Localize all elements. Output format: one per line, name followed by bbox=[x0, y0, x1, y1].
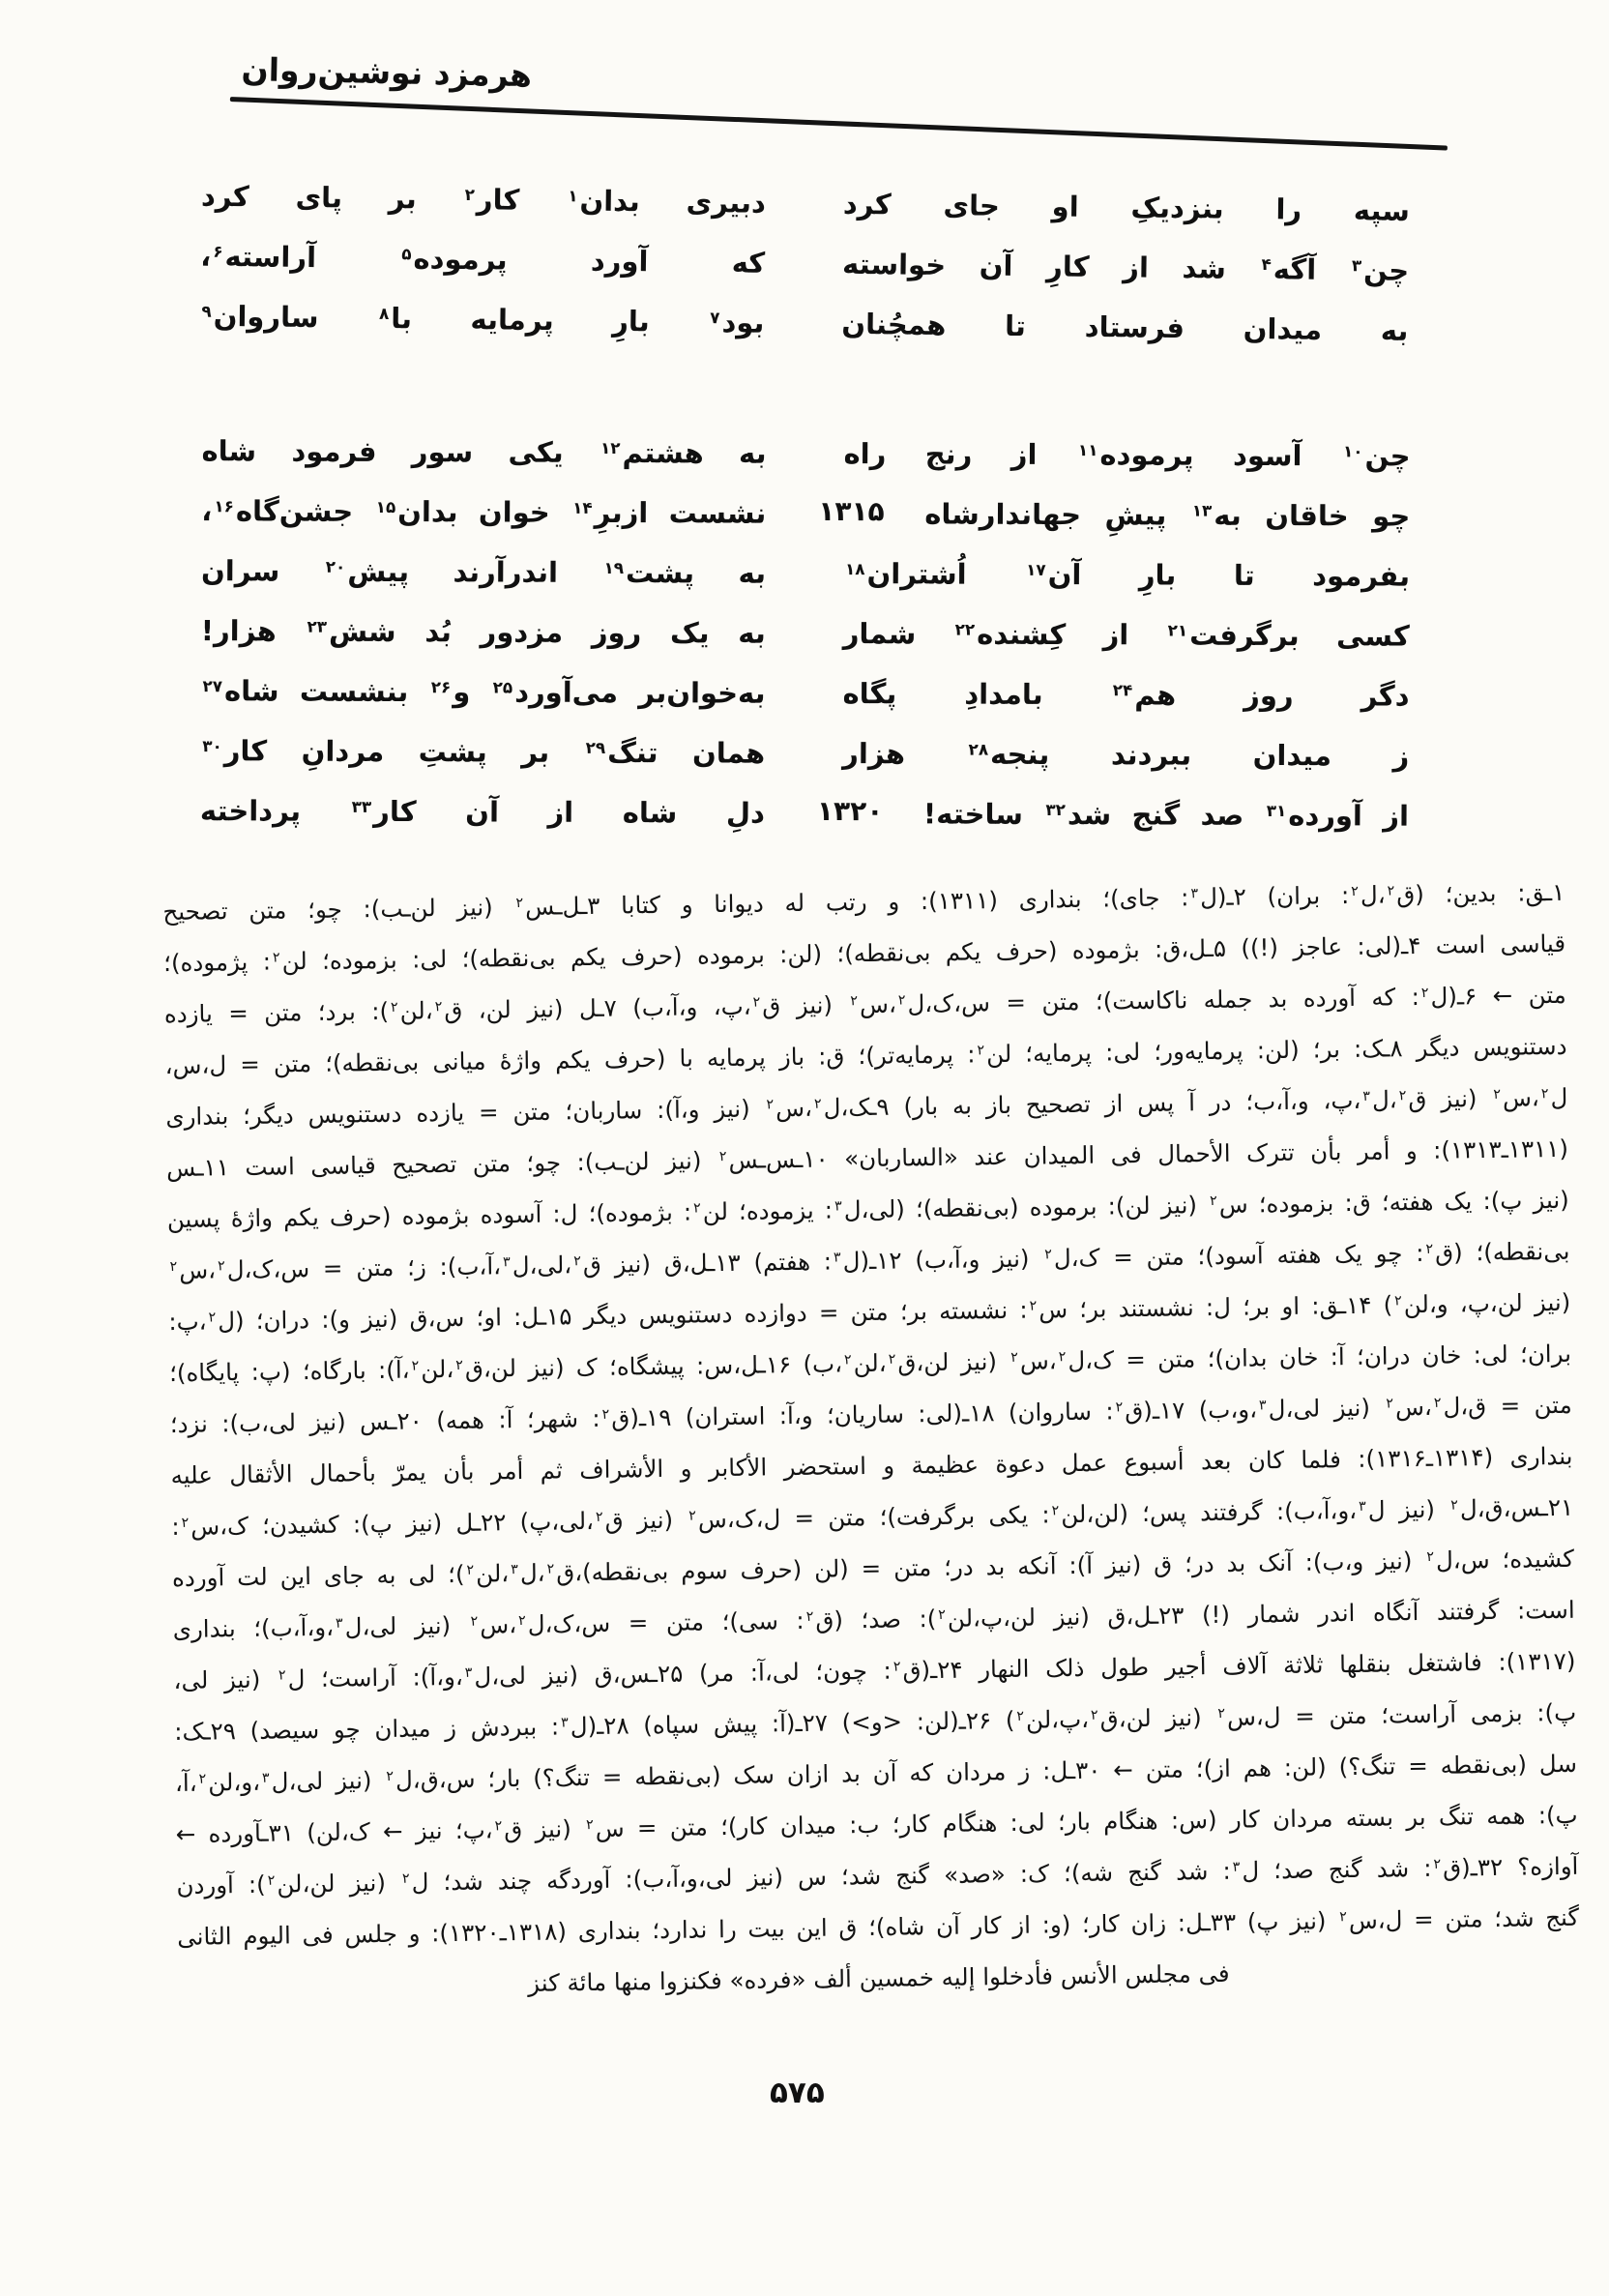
footnote-line: بنداری (۱۳۱۴ـ۱۳۱۶): فلما کان بعد أسبوع عمل دعوة عظیمة و استحضر الأکابر و الأشراف ثم أمر بأن یمرّ بأحمال الأثقال علیه bbox=[170, 1441, 1573, 1490]
hemistich-right: کسی برگرفت$^{۲۱}$ از کِشنده$^{۲۲}$ شمار bbox=[842, 617, 1410, 653]
footnote-line: است: گرفتند آنگاه اندر شمار (!) ۲۳ـل،ق (نیز لن،پ،لن$^۲$): صد؛ (ق$^۲$: سی)؛ متن = س،ک،ل$^۲$،س$^۲$ (نیز لی،ل$^۳$،و،آ،ب)؛ بنداری bbox=[172, 1595, 1575, 1644]
footnote-line: کشیده؛ س،ل$^۲$ (نیز و،ب): آنک بد در؛ ق (نیز آ): آنکه بد در؛ متن = (لن (حرف سوم بی‌نقطه)،ق$^۲$،ل$^۳$،لن$^۲$)؛ لی به جای این لت آورده bbox=[171, 1544, 1575, 1593]
hemistich-right: بفرمود تا بارِ آن$^{۱۷}$ اُشتران$^{۱۸}$ bbox=[845, 557, 1411, 593]
hemistich-right: چن$^۳$ آگه$^۴$ شد از کارِ آن خواسته bbox=[841, 247, 1410, 287]
running-head-title: هرمزد نوشین‌روان bbox=[241, 50, 533, 95]
hemistich-left: که آورد پرموده$^۵$ آراسته$^۶$، bbox=[199, 239, 766, 280]
footnote-line: ل$^۲$،س$^۲$ (نیز ق$^۲$،ل$^۳$،پ، و،آ،ب؛ در آ پس از تصحیح باز به بار) ۹ـک،ل$^۲$،س$^۲$ (نیز و،آ): ساربان؛ متن = یازده دستنویس دیگر؛ بنداری bbox=[165, 1082, 1568, 1132]
hemistich-right: از آورده$^{۳۱}$ صد گنج شد$^{۳۲}$ ساخته! bbox=[922, 797, 1410, 833]
hemistich-left: نشست ازبرِ$^{۱۴}$ خوان بدان$^{۱۵}$ جشن‌گاه$^{۱۶}$، bbox=[201, 494, 767, 530]
footnote-line: متن = ق،ل$^۲$،س$^۲$ (نیز لی،ل$^۳$،و،ب) ۱۷ـ(ق$^۲$: ساروان) ۱۸ـ(لی: ساریان؛ و،آ: استران) ۱۹ـ(ق$^۲$: شهر؛ آ: همه) ۲۰ـس (نیز لی،ب): نزد؛ bbox=[169, 1390, 1572, 1439]
hemistich-left: به پشت$^{۱۹}$ اندرآرند پیش$^{۲۰}$ سران bbox=[200, 554, 767, 590]
footnote-line: (نیز پ): یک هفته؛ ق: بزموده؛ س$^۲$ (نیز لن): برموده (بی‌نقطه)؛ (لی،ل$^۳$: یزموده؛ لن$^۲$: بژموده)؛ ل: آسوده بژموده (حرف یکم واژهٔ پسین bbox=[166, 1185, 1569, 1234]
hemistich-left: بود$^۷$ بارِ پرمایه با$^۸$ ساروان$^۹$ bbox=[201, 299, 765, 339]
hemistich-right: چن$^{۱۰}$ آسود پرموده$^{۱۱}$ از رنج راه bbox=[843, 437, 1411, 473]
footnote-line: گنج شد؛ متن = ل،س$^۲$ (نیز پ) ۳۳ـل: زان کار؛ (و: از کار آن شاه)؛ ق این بیت را ندارد؛ بنداری (۱۳۱۸ـ۱۳۲۰): و جلس فی الیوم الثانی bbox=[177, 1902, 1580, 1952]
footnote-line: (۱۳۱۷): فاشتغل بنقلها ثلاثة آلاف أجیر طول ذلک النهار ۲۴ـ(ق$^۲$: چون؛ لی،آ: مر) ۲۵ـس،ق (نیز لی،ل$^۳$،و،آ): آراست؛ ل$^۲$ (نیز لی، bbox=[173, 1646, 1576, 1695]
footnote-line: بران؛ لی: خان دران؛ آ: خان بدان)؛ متن = ک،ل$^۲$،س$^۲$ (نیز لن،ق$^۲$،لن$^۲$،ب) ۱۶ـل،س: پیشگاه؛ ک (نیز لن،ق$^۲$،لن$^۲$،آ): بارگاه؛ (پ: پایگاه)؛ bbox=[168, 1339, 1572, 1388]
hemistich-left: به هشتم$^{۱۲}$ یکی سور فرمود شاه bbox=[201, 434, 767, 470]
footnote-line: بی‌نقطه)؛ (ق$^۲$: چو یک هفته آسود)؛ متن = ک،ل$^۲$ (نیز و،آ،ب) ۱۲ـ(ل$^۳$: هفتم) ۱۳ـل،ق (نیز ق$^۲$،لی،ل$^۳$،آ،ب): ز؛ متن = س،ک،ل$^۲$،س$^۲$ bbox=[169, 1236, 1570, 1284]
footnote-line: ۱ـق: بدین؛ (ق$^۲$،ل$^۲$: بران) ۲ـ(ل$^۳$: جای)؛ بنداری (۱۳۱۱): و رتب له دیوانا و کتابا ۳ـل‌ـس$^۲$ (نیز لن‌ـب): چو؛ متن تصحیح bbox=[162, 877, 1565, 927]
footnote-line: فی مجلس الأنس فأدخلوا إلیه خمسین ألف «فرده» فکنزوا منها مائة کنز bbox=[527, 1958, 1230, 1997]
footnote-line: سل (بی‌نقطه = تنگ؟) (لن: هم از)؛ متن ← ۳۰ـل: ز مردان که آن بد ازان سک (بی‌نقطه = تنگ؟) بار؛ س،ق،ل$^۲$ (نیز لی،ل$^۳$،و،لن$^۲$،آ، bbox=[174, 1749, 1578, 1798]
verse-row bbox=[0, 422, 1609, 488]
hemistich-right: چو خاقان به$^{۱۳}$ پیشِ جهاندارشاه bbox=[924, 497, 1411, 533]
hemistich-left: به یک روز مزدور بُد شش$^{۲۳}$ هزار! bbox=[200, 614, 766, 650]
footnote-line: (۱۳۱۱ـ۱۳۱۳): و أمر بأن تترک الأحمال فی المیدان عند «الساربان» ۱۰ـس‌ـس$^۲$ (نیز لن‌ـب): چو؛ متن تصحیح قیاسی است ۱۱ـس bbox=[165, 1133, 1569, 1183]
hemistich-right: سپه را بنزدیکِ او جای کرد bbox=[842, 187, 1411, 227]
verse-row bbox=[0, 781, 1608, 848]
hemistich-left: همان تنگ$^{۲۹}$ بر پشتِ مردانِ کار$^{۳۰}$ bbox=[202, 734, 766, 770]
hemistich-right: ز میدان ببردند پنجه$^{۲۸}$ هزار bbox=[842, 737, 1410, 773]
verse-row bbox=[0, 721, 1608, 788]
hemistich-left: به‌خوان‌بر می‌آورد$^{۲۵}$ و$^{۲۶}$ بنشست شاه$^{۲۷}$ bbox=[202, 674, 766, 710]
footnote-line: (نیز لن،پ، و،لن$^۲$) ۱۴ـق: او بر؛ ل: نشستند بر؛ س$^۲$: نشسته بر؛ متن = دوازده دستنویس دیگر ۱۵ـل: او؛ س،ق (نیز و): دران؛ (ل$^۲$،پ: bbox=[168, 1287, 1571, 1337]
footnote-line: آوازه؟ ۳۲ـ(ق$^۲$: شد گنج صد؛ ل$^۳$: شد گنج شه)؛ ک: «صد» گنج شد؛ س (نیز لی،و،آ،ب): آوردگه چند شد؛ ل$^۲$ (نیز لن،لن$^۲$): آوردن bbox=[176, 1851, 1579, 1900]
hemistich-left: دلِ شاه از آن کار$^{۳۳}$ پرداخته bbox=[199, 794, 766, 830]
verse-row bbox=[0, 602, 1609, 668]
footnote-line: پ): بزمی آراست؛ متن = ل،س$^۲$ (نیز لن،ق$^۲$،پ،لن$^۲$) ۲۶ـ(لن: <و>) ۲۷ـ(آ: پیش سپاه) ۲۸ـ(ل$^۳$: ببردش ز میدان چو سیصد) ۲۹ـک: bbox=[174, 1697, 1577, 1747]
footnote-line: قیاسی است ۴ـ(لی: عاجز (!)) ۵ـل،ق: بژموده (حرف یکم بی‌نقطه)؛ (لن: برموده (حرف یکم بی‌نقطه)؛ لی: بزموده؛ لن$^۲$: پژموده)؛ bbox=[162, 928, 1566, 978]
footnotes-apparatus-block bbox=[162, 867, 1580, 2014]
hemistich-right: به میدان فرستاد تا همچُنان bbox=[841, 307, 1409, 347]
hemistich-right: دگر روز هم$^{۲۴}$ بامدادِ پگاه bbox=[842, 677, 1410, 713]
verse-row bbox=[0, 542, 1609, 608]
hemistich-left: دبیری بدان$^۱$ کار$^۲$ بر پای کرد bbox=[200, 179, 767, 220]
verse-row bbox=[0, 662, 1609, 728]
poem-stanza-2 bbox=[0, 0, 1609, 876]
verse-row bbox=[0, 482, 1609, 548]
verse-number: ۱۳۲۰ bbox=[816, 794, 884, 828]
footnote-line: پ): همه تنگ بر بسته مردان کار (س: هنگام بار؛ لی: هنگام کار؛ ب: میدان کار)؛ متن = س$^۲$ (نیز ق$^۲$،پ؛ نیز ← ک،لن) ۳۱ـآورده ← bbox=[175, 1800, 1578, 1849]
footnote-line: متن ← ۶ـ(ل$^۲$: که آورده بد جمله ناکاست)؛ متن = س،ک،ل$^۲$،س$^۲$ (نیز ق$^۲$،پ، و،آ،ب) ۷ـل (نیز لن، ق$^۲$،لن$^۲$): برد؛ متن = یازده bbox=[163, 980, 1566, 1029]
footnote-line: دستنویس دیگر ۸ـک: بر؛ (لن: پرمایه‌ور؛ لی: پرمایه؛ لن$^۲$: پرمایه‌تر)؛ ق: باز پرمایه با (حرف یکم واژهٔ میانی بی‌نقطه)؛ متن = ل،س، bbox=[164, 1031, 1567, 1080]
verse-number: ۱۳۱۵ bbox=[818, 494, 885, 528]
footnote-line: ۲۱ـس،ق،ل$^۲$ (نیز ل$^۳$،و،آ،ب): گرفتند پس؛ (لن،لن$^۲$: یکی برگرفت)؛ متن = ل،ک،س$^۲$ (نیز ق$^۲$،لی،پ) ۲۲ـل (نیز پ): کشیدن؛ ک،س$^۲$: bbox=[171, 1492, 1574, 1542]
page-number: ۵۷۵ bbox=[770, 2075, 825, 2110]
